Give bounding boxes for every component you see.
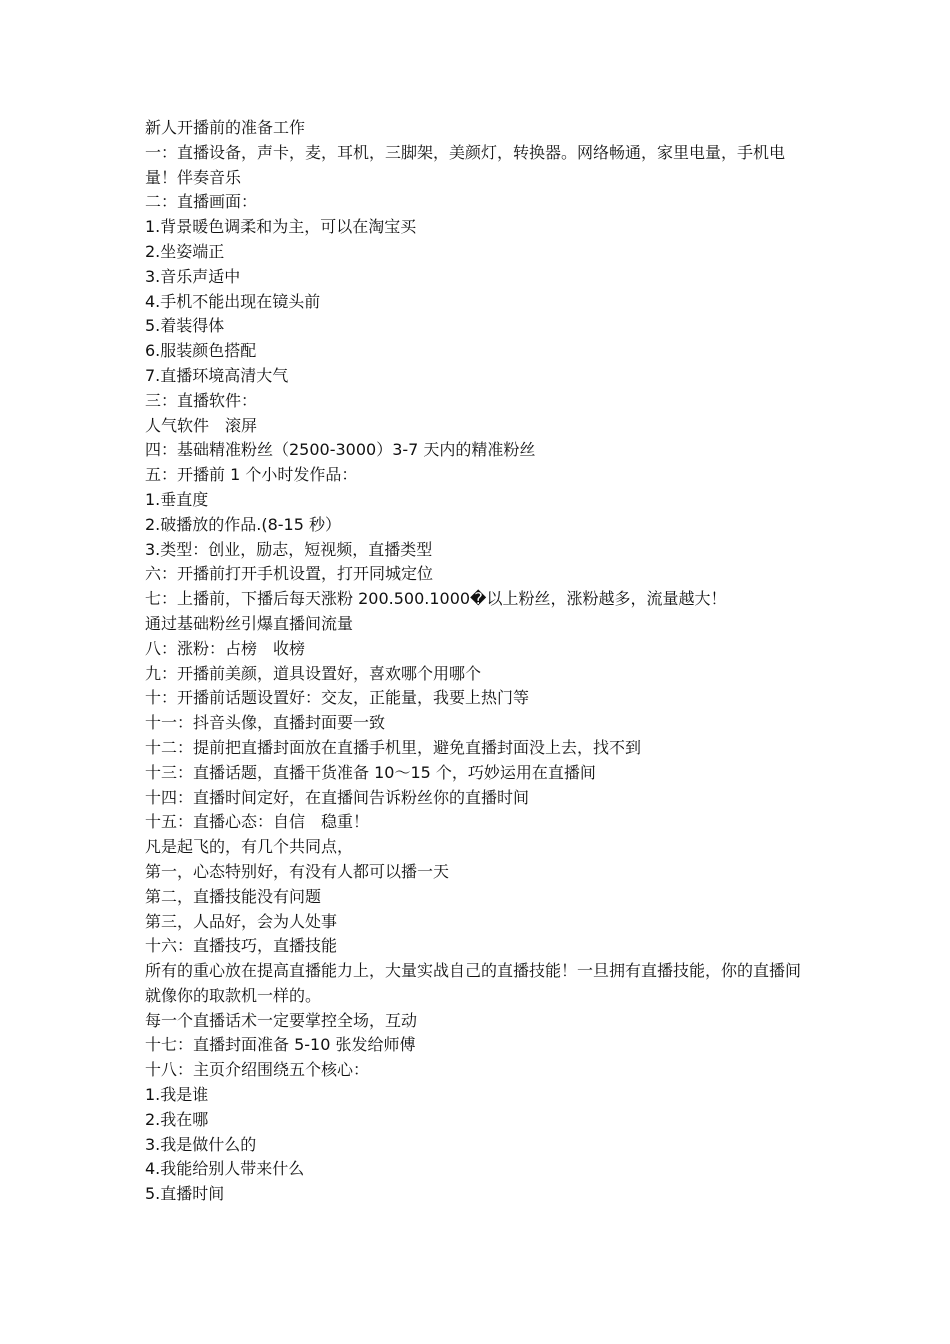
text-line: 4.手机不能出现在镜头前 (145, 291, 321, 311)
text-line: 十一：抖音头像，直播封面要一致 (145, 713, 386, 733)
text-line: 六：开播前打开手机设置，打开同城定位 (145, 564, 434, 584)
text-line: 七：上播前，下播后每天涨粉 200.500.1000�以上粉丝，涨粉越多，流量越大！ (145, 589, 727, 609)
text-line: 通过基础粉丝引爆直播间流量 (145, 613, 354, 633)
text-line: 3.音乐声适中 (145, 266, 241, 286)
document-title: 新人开播前的准备工作 (145, 118, 306, 137)
text-line: 四：基础精准粉丝（2500-3000）3-7 天内的精准粉丝 (145, 440, 536, 460)
text-line: 3.类型：创业，励志，短视频，直播类型 (145, 539, 433, 559)
text-line: 5.着装得体 (145, 316, 225, 336)
text-line: 2.破播放的作品.(8-15 秒） (145, 514, 341, 534)
text-line: 二：直播画面： (145, 192, 258, 212)
text-line: 第二，直播技能没有问题 (145, 886, 322, 906)
text-line: 第三，人品好，会为人处事 (145, 911, 338, 931)
text-line: 5.直播时间 (145, 1184, 225, 1204)
text-line: 十四：直播时间定好，在直播间告诉粉丝你的直播时间 (145, 787, 530, 807)
text-line: 7.直播环境高清大气 (145, 365, 289, 385)
text-line: 五：开播前 1 个小时发作品： (145, 465, 358, 485)
text-line: 三：直播软件： (145, 390, 258, 410)
text-line: 人气软件 滚屏 (145, 415, 258, 435)
text-line: 十六：直播技巧，直播技能 (145, 936, 338, 956)
text-line: 十八：主页介绍围绕五个核心： (145, 1060, 370, 1080)
text-line: 十三：直播话题，直播干货准备 10～15 个，巧妙运用在直播间 (145, 762, 596, 782)
text-line: 八：涨粉：占榜 收榜 (145, 638, 306, 658)
text-line: 第一，心态特别好，有没有人都可以播一天 (145, 861, 450, 881)
text-line: 2.我在哪 (145, 1109, 209, 1129)
text-line: 十五：直播心态：自信 稳重！ (145, 812, 370, 832)
text-line: 九：开播前美颜，道具设置好，喜欢哪个用哪个 (145, 663, 482, 683)
text-line: 1.背景暖色调柔和为主，可以在淘宝买 (145, 217, 417, 237)
text-line: 凡是起飞的，有几个共同点， (145, 837, 354, 857)
text-line: 十：开播前话题设置好：交友，正能量，我要上热门等 (145, 688, 530, 708)
text-line: 一：直播设备，声卡，麦，耳机，三脚架，美颜灯，转换器。网络畅通，家里电量，手机电量！伴奏音乐 (145, 142, 786, 187)
text-line: 所有的重心放在提高直播能力上，大量实战自己的直播技能！一旦拥有直播技能，你的直播间就像你的取款机一样的。 (145, 961, 802, 1005)
text-line: 2.坐姿端正 (145, 241, 225, 261)
text-line: 1.我是谁 (145, 1085, 209, 1105)
text-line: 6.服装颜色搭配 (145, 341, 257, 361)
document-body (145, 116, 815, 1207)
text-line: 每一个直播话术一定要掌控全场，互动 (145, 1010, 418, 1030)
text-line: 4.我能给别人带来什么 (145, 1159, 305, 1179)
text-line: 十七：直播封面准备 5-10 张发给师傅 (145, 1035, 416, 1055)
text-line: 1.垂直度 (145, 489, 209, 509)
text-line: 十二：提前把直播封面放在直播手机里，避免直播封面没上去，找不到 (145, 737, 642, 757)
text-line: 3.我是做什么的 (145, 1134, 257, 1154)
